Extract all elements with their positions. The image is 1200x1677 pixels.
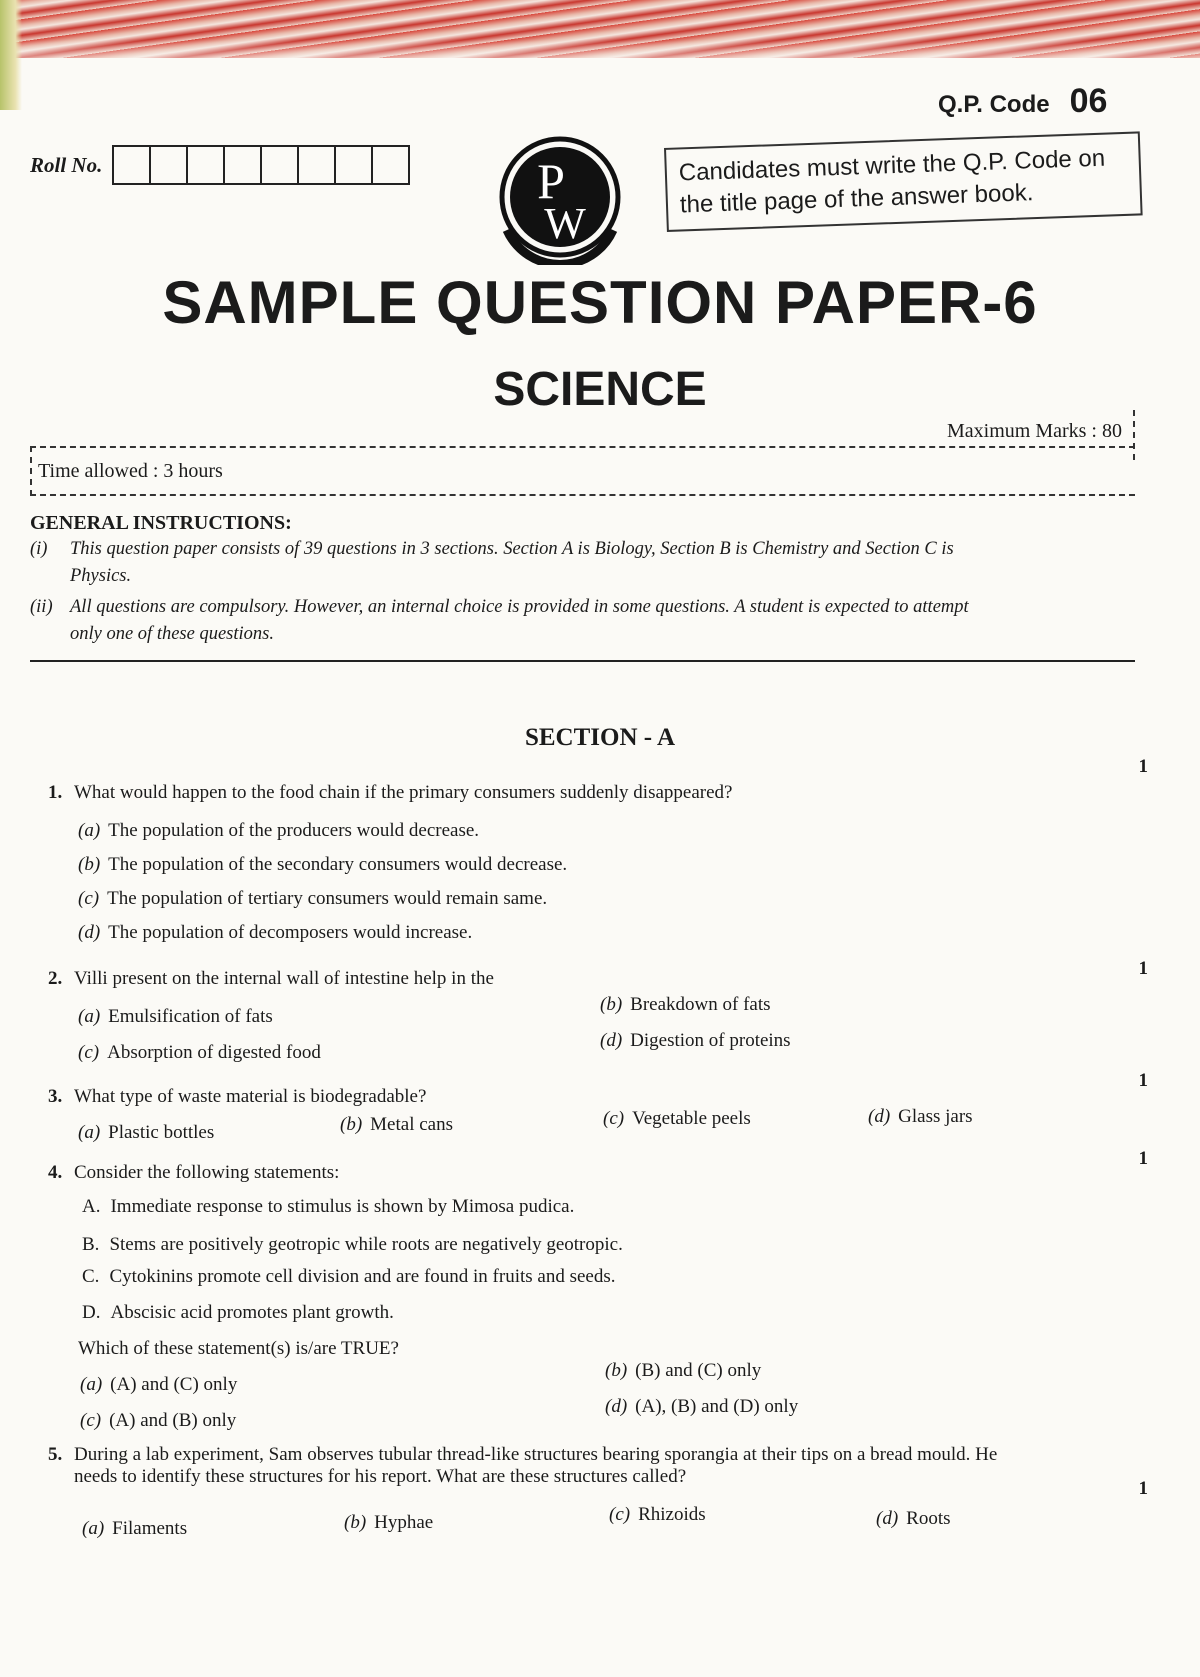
instruction-notice-box: Candidates must write the Q.P. Code on the title page of the answer book.	[664, 131, 1143, 232]
roll-number-box	[114, 147, 151, 183]
question-marks: 1	[1138, 1070, 1148, 1091]
option: (a) Filaments	[82, 1518, 188, 1539]
question-number: 1.	[48, 782, 63, 803]
instruction-text: Physics.	[70, 566, 132, 586]
question-text: What would happen to the food chain if the primary consumers suddenly disappeared?	[74, 782, 733, 803]
option: (b) Hyphae	[344, 1512, 434, 1533]
question-text: Villi present on the internal wall of intestine help in the	[74, 968, 494, 989]
qp-code	[938, 82, 1107, 121]
roll-number-label: Roll No.	[30, 152, 103, 177]
option: (c) Rhizoids	[609, 1504, 706, 1525]
question-number: 2.	[48, 968, 63, 989]
roll-number	[30, 145, 410, 185]
question-5	[48, 1444, 1148, 1499]
subject-title: SCIENCE	[493, 363, 707, 416]
question-2	[48, 958, 1148, 990]
question-marks: 1	[1138, 756, 1148, 777]
pw-logo-icon	[495, 130, 625, 265]
question-1	[48, 756, 1148, 804]
roll-number-box	[188, 147, 225, 183]
question-number: 4.	[48, 1162, 63, 1183]
question-text: What type of waste material is biodegradable?	[74, 1086, 427, 1107]
statement: D. Abscisic acid promotes plant growth.	[82, 1302, 394, 1323]
time-allowed: Time allowed : 3 hours	[38, 460, 223, 482]
instruction-item	[30, 536, 1135, 590]
question-prompt: Which of these statement(s) is/are TRUE?	[78, 1338, 399, 1359]
roll-number-box	[262, 147, 299, 183]
roll-number-box	[225, 147, 262, 183]
section-a-heading: SECTION - A	[524, 724, 676, 751]
roll-number-boxes	[112, 145, 410, 185]
question-marks: 1	[1138, 1478, 1148, 1499]
dashed-border	[30, 446, 1135, 448]
option: (d) Digestion of proteins	[600, 1030, 791, 1051]
option: (d) The population of decomposers would increase.	[78, 922, 473, 943]
option: (c) Absorption of digested food	[78, 1042, 321, 1063]
instruction-number: (ii)	[30, 597, 53, 617]
qp-code-label: Q.P. Code	[938, 91, 1050, 118]
option: (c) The population of tertiary consumers would remain same.	[78, 888, 548, 909]
maximum-marks: Maximum Marks : 80	[947, 420, 1122, 442]
option: (a) (A) and (C) only	[80, 1374, 238, 1395]
statement: B. Stems are positively geotropic while roots are negatively geotropic.	[82, 1234, 623, 1255]
option: (b) Metal cans	[340, 1114, 453, 1135]
dashed-border	[30, 494, 1135, 496]
question-marks: 1	[1138, 1148, 1148, 1169]
roll-number-box	[299, 147, 336, 183]
instruction-text: only one of these questions.	[70, 624, 274, 644]
option: (d) (A), (B) and (D) only	[605, 1396, 799, 1417]
option: (d) Roots	[876, 1508, 951, 1529]
option: (a) The population of the producers would decrease.	[78, 820, 480, 841]
corner-decoration	[0, 0, 22, 110]
option: (a) Plastic bottles	[78, 1122, 215, 1143]
roll-number-box	[373, 147, 408, 183]
question-text: During a lab experiment, Sam observes tubular thread-like structures bearing sporangia at their tips on a bread mould. He	[74, 1444, 998, 1465]
option: (c) (A) and (B) only	[80, 1410, 237, 1431]
general-instructions-heading: GENERAL INSTRUCTIONS:	[30, 512, 292, 534]
option: (b) (B) and (C) only	[605, 1360, 762, 1381]
question-marks: 1	[1138, 958, 1148, 979]
divider	[30, 660, 1135, 662]
roll-number-box	[151, 147, 188, 183]
instruction-item	[30, 594, 1135, 648]
instruction-text: All questions are compulsory. However, an internal choice is provided in some questions. A student is expected to attempt	[70, 597, 969, 617]
option: (d) Glass jars	[868, 1106, 973, 1127]
question-text: Consider the following statements:	[74, 1162, 340, 1183]
question-text: needs to identify these structures for his report. What are these structures called?	[74, 1466, 687, 1487]
question-4	[48, 1148, 1148, 1184]
svg-text:P: P	[537, 153, 565, 209]
svg-text:W: W	[544, 199, 586, 248]
paper-title: SAMPLE QUESTION PAPER-6	[162, 269, 1038, 336]
option: (a) Emulsification of fats	[78, 1006, 273, 1027]
instruction-text: This question paper consists of 39 questions in 3 sections. Section A is Biology, Section B is Chemistry and Section C is	[70, 539, 954, 559]
question-number: 5.	[48, 1444, 63, 1465]
statement: C. Cytokinins promote cell division and are found in fruits and seeds.	[82, 1266, 616, 1287]
qp-code-value: 06	[1069, 82, 1108, 120]
statement: A. Immediate response to stimulus is shown by Mimosa pudica.	[82, 1196, 575, 1217]
option: (b) Breakdown of fats	[600, 994, 771, 1015]
question-number: 3.	[48, 1086, 63, 1107]
question-3	[48, 1070, 1148, 1108]
dashed-border	[30, 446, 32, 496]
roll-number-box	[336, 147, 373, 183]
option: (c) Vegetable peels	[603, 1108, 751, 1129]
dashed-border	[1133, 410, 1135, 460]
instruction-number: (i)	[30, 539, 48, 559]
option: (b) The population of the secondary consumers would decrease.	[78, 854, 568, 875]
